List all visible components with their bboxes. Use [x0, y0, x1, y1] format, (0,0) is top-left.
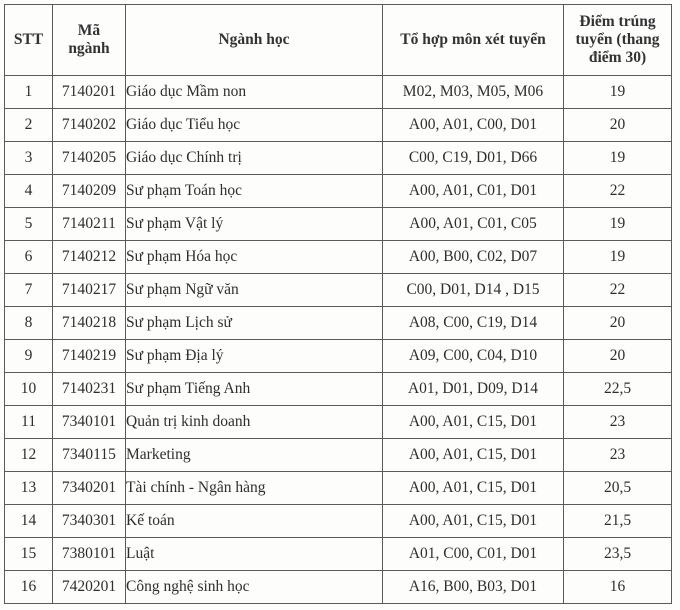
cell-code: 7140202	[53, 109, 126, 142]
cell-code: 7340101	[53, 406, 126, 439]
cell-stt: 4	[5, 175, 53, 208]
cell-name: Sư phạm Tiếng Anh	[126, 373, 383, 406]
table-row	[5, 340, 672, 373]
cell-name: Giáo dục Mầm non	[126, 76, 383, 109]
cell-code: 7140201	[53, 76, 126, 109]
cell-combo: C00, C19, D01, D66	[383, 142, 564, 175]
table-row	[5, 406, 672, 439]
cell-name: Sư phạm Toán học	[126, 175, 383, 208]
table-row	[5, 241, 672, 274]
cell-stt: 7	[5, 274, 53, 307]
cell-combo: A08, C00, C19, D14	[383, 307, 564, 340]
cell-combo: A01, C00, C01, D01	[383, 538, 564, 571]
cell-code: 7140217	[53, 274, 126, 307]
header-score-line1: Điểm trúng	[579, 13, 656, 30]
cell-code: 7380101	[53, 538, 126, 571]
cell-stt: 9	[5, 340, 53, 373]
header-code-line1: Mã	[77, 22, 101, 39]
cell-name: Tài chính - Ngân hàng	[126, 472, 383, 505]
table-row	[5, 307, 672, 340]
header-code	[53, 5, 126, 76]
table-row	[5, 373, 672, 406]
cell-score: 20	[564, 340, 672, 373]
cell-score: 21,5	[564, 505, 672, 538]
cell-code: 7340301	[53, 505, 126, 538]
header-score	[564, 5, 672, 76]
cell-stt: 16	[5, 571, 53, 604]
cell-score: 22,5	[564, 373, 672, 406]
cell-name: Sư phạm Vật lý	[126, 208, 383, 241]
table-row	[5, 142, 672, 175]
header-name	[126, 5, 383, 76]
table-header-row	[5, 5, 672, 76]
cell-code: 7140219	[53, 340, 126, 373]
cell-score: 22	[564, 175, 672, 208]
cell-stt: 10	[5, 373, 53, 406]
cell-stt: 15	[5, 538, 53, 571]
header-combo	[383, 5, 564, 76]
cell-combo: M02, M03, M05, M06	[383, 76, 564, 109]
cell-name: Sư phạm Lịch sử	[126, 307, 383, 340]
table-row	[5, 76, 672, 109]
cell-score: 19	[564, 142, 672, 175]
cell-code: 7340115	[53, 439, 126, 472]
cell-stt: 14	[5, 505, 53, 538]
cell-name: Sư phạm Hóa học	[126, 241, 383, 274]
cell-score: 20,5	[564, 472, 672, 505]
cell-stt: 1	[5, 76, 53, 109]
cell-code: 7140212	[53, 241, 126, 274]
cell-combo: A00, A01, C01, C05	[383, 208, 564, 241]
cell-name: Quản trị kinh doanh	[126, 406, 383, 439]
header-combo-label: Tổ hợp môn xét tuyển	[400, 31, 546, 48]
cell-score: 23	[564, 439, 672, 472]
cell-stt: 13	[5, 472, 53, 505]
admission-scores-table	[4, 4, 672, 604]
cell-combo: A00, A01, C15, D01	[383, 505, 564, 538]
cell-score: 22	[564, 274, 672, 307]
header-name-label: Ngành học	[218, 31, 290, 48]
cell-score: 23,5	[564, 538, 672, 571]
cell-score: 19	[564, 208, 672, 241]
table-row	[5, 274, 672, 307]
table-row	[5, 175, 672, 208]
table-row	[5, 505, 672, 538]
cell-combo: A00, A01, C15, D01	[383, 472, 564, 505]
cell-combo: A16, B00, B03, D01	[383, 571, 564, 604]
table-row	[5, 109, 672, 142]
cell-stt: 11	[5, 406, 53, 439]
cell-name: Giáo dục Chính trị	[126, 142, 383, 175]
header-score-line2: tuyển (thang	[575, 31, 660, 48]
cell-combo: A01, D01, D09, D14	[383, 373, 564, 406]
cell-score: 20	[564, 307, 672, 340]
table-row	[5, 208, 672, 241]
cell-name: Sư phạm Địa lý	[126, 340, 383, 373]
header-score-line3: điểm 30)	[588, 49, 647, 66]
cell-combo: A00, A01, C15, D01	[383, 406, 564, 439]
cell-score: 19	[564, 76, 672, 109]
cell-combo: A00, A01, C01, D01	[383, 175, 564, 208]
cell-score: 23	[564, 406, 672, 439]
cell-score: 16	[564, 571, 672, 604]
table-row	[5, 439, 672, 472]
cell-name: Marketing	[126, 439, 383, 472]
cell-stt: 6	[5, 241, 53, 274]
header-code-line2: ngành	[68, 40, 110, 57]
cell-combo: A09, C00, C04, D10	[383, 340, 564, 373]
cell-code: 7140209	[53, 175, 126, 208]
cell-name: Công nghệ sinh học	[126, 571, 383, 604]
cell-stt: 12	[5, 439, 53, 472]
cell-code: 7140218	[53, 307, 126, 340]
header-stt	[5, 5, 53, 76]
cell-stt: 2	[5, 109, 53, 142]
cell-combo: A00, B00, C02, D07	[383, 241, 564, 274]
cell-code: 7140211	[53, 208, 126, 241]
table-row	[5, 571, 672, 604]
table-row	[5, 538, 672, 571]
cell-score: 19	[564, 241, 672, 274]
cell-stt: 5	[5, 208, 53, 241]
cell-combo: A00, A01, C15, D01	[383, 439, 564, 472]
header-stt-label: STT	[13, 31, 44, 48]
cell-name: Kế toán	[126, 505, 383, 538]
cell-combo: A00, A01, C00, D01	[383, 109, 564, 142]
cell-combo: C00, D01, D14 , D15	[383, 274, 564, 307]
cell-code: 7420201	[53, 571, 126, 604]
cell-score: 20	[564, 109, 672, 142]
cell-code: 7140205	[53, 142, 126, 175]
cell-name: Giáo dục Tiểu học	[126, 109, 383, 142]
cell-code: 7340201	[53, 472, 126, 505]
cell-name: Luật	[126, 538, 383, 571]
cell-name: Sư phạm Ngữ văn	[126, 274, 383, 307]
cell-code: 7140231	[53, 373, 126, 406]
cell-stt: 3	[5, 142, 53, 175]
cell-stt: 8	[5, 307, 53, 340]
table-row	[5, 472, 672, 505]
